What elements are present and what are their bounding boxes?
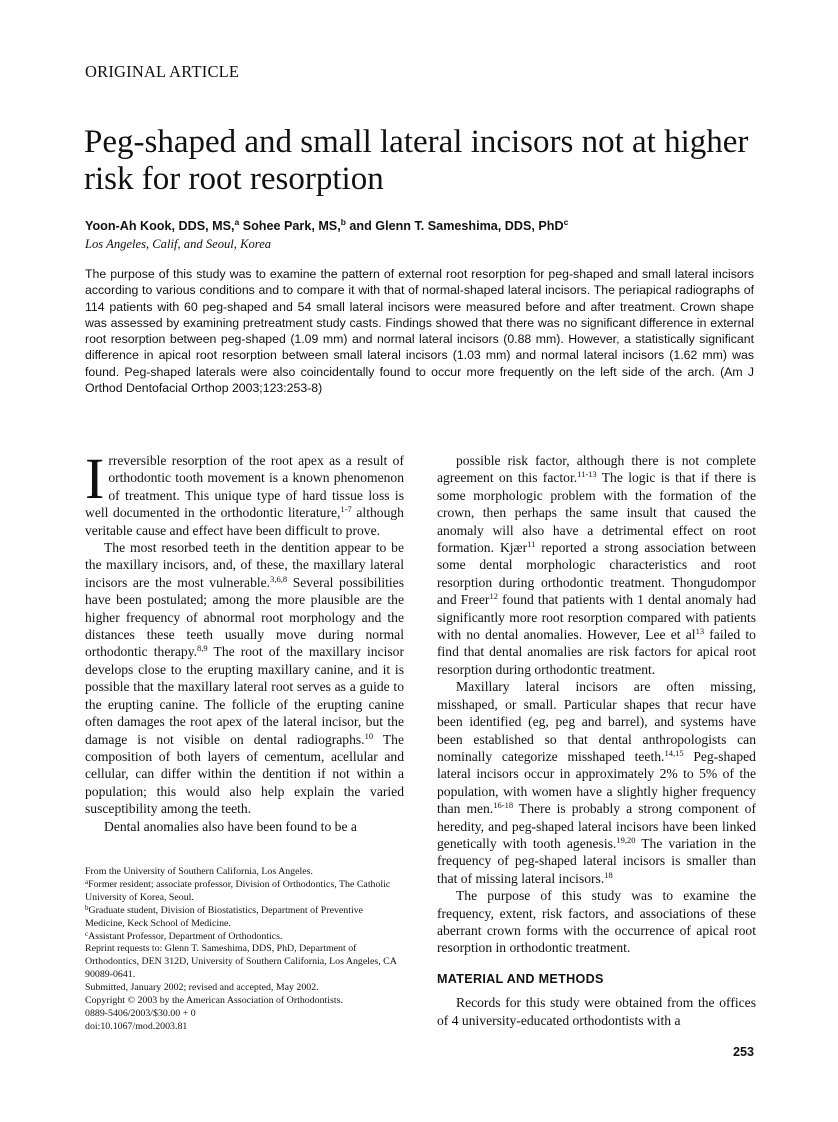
text-run: possible risk factor, although there is not complete agreement on this factor.	[437, 453, 756, 486]
author-name: and Glenn T. Sameshima, DDS, PhD	[345, 219, 564, 233]
reference-superscript: 18	[604, 869, 613, 880]
paragraph	[85, 539, 404, 818]
text-run: Several possibilities have been postulated; among the more plausible are the higher frequency of abnormal root morphology and the distances these teeth usually move during normal orthodontic therapy.	[85, 574, 405, 660]
text-run: 0889-5406/2003/$30.00 + 0	[85, 1007, 196, 1019]
text-run: Copyright © 2003 by the American Association of Orthodontists.	[85, 995, 343, 1007]
text-run: From the University of Southern California, Los Angeles.	[85, 866, 313, 877]
right-column	[437, 452, 756, 1029]
left-body	[85, 446, 405, 835]
reference-superscript: 11-13	[577, 469, 597, 480]
text-run: The most resorbed teeth in the dentition appear to be the maxillary incisors, and, of these, the maxillary lateral incisors are the most vulnerable.	[85, 540, 404, 590]
text-run: Records for this study were obtained from the offices of 4 university-educated orthodontists with a	[437, 995, 756, 1028]
reference-superscript: 8,9	[197, 643, 208, 654]
reference-superscript: a	[85, 877, 89, 886]
section-heading: MATERIAL AND METHODS	[437, 971, 604, 986]
text-run: although veritable cause and effect have been difficult to prove.	[85, 505, 404, 538]
text-run: rreversible resorption of the root apex as a result of orthodontic tooth movement is a known phenomenon of treatment. This unique type of hard tissue loss is well documented in the orthodontic literature,	[85, 453, 404, 521]
paragraph	[437, 678, 756, 887]
author-affiliation-mark: b	[340, 217, 346, 227]
footnotes	[85, 866, 405, 1034]
text-run: The variation in the frequency of peg-shaped lateral incisors is smaller than that of missing lateral incisors.	[437, 835, 757, 886]
reference-superscript: 3,6,8	[270, 573, 288, 584]
footnote	[85, 866, 405, 879]
section-label: ORIGINAL ARTICLE	[85, 62, 240, 81]
footnote	[85, 995, 405, 1008]
text-run: Former resident; associate professor, Division of Orthodontics, The Catholic University of Korea, Seoul.	[85, 878, 391, 903]
author-location: Los Angeles, Calif, and Seoul, Korea	[85, 237, 272, 251]
author-affiliation-mark: a	[234, 217, 240, 227]
author-list	[85, 219, 568, 233]
text-run: The composition of both layers of cementum, acellular and cellular, can differ within the dentition if not within a population; this would also help explain the varied susceptibility among the teeth.	[85, 731, 404, 817]
reference-superscript: 12	[489, 591, 498, 602]
footnote	[85, 943, 405, 982]
text-run: There is probably a strong component of heredity, and peg-shaped lateral incisors have been linked genetically with tooth agenesis.	[437, 801, 757, 851]
author-name: Sohee Park, MS,	[239, 219, 341, 233]
text-run: reported a strong association between some dental morphologic characteristics and root resorption during orthodontic treatment. Thongudompor and Freer	[437, 540, 756, 608]
footnote	[85, 931, 405, 944]
reference-superscript: 11	[527, 539, 536, 550]
article-title: Peg-shaped and small lateral incisors not at higher risk for root resorption	[84, 124, 749, 197]
reference-superscript: 14,15	[664, 747, 684, 758]
text-run: Submitted, January 2002; revised and accepted, May 2002.	[85, 982, 319, 994]
reference-superscript: 10	[364, 730, 374, 741]
text-run: Peg-shaped lateral incisors occur in approximately 2% to 5% of the population, with women have a slightly higher frequency than men.	[437, 748, 756, 817]
left-column	[85, 446, 405, 835]
footnote	[85, 982, 405, 995]
page-number: 253	[733, 1045, 755, 1059]
text-run: Reprint requests to: Glenn T. Sameshima, DDS, PhD, Department of Orthodontics, DEN 312D, University of Southern California, Los Angeles, CA 90089-0641.	[85, 943, 397, 981]
text-run: Graduate student, Division of Biostatistics, Department of Preventive Medicine, Keck School of Medicine.	[85, 904, 364, 929]
author-name: Yoon-Ah Kook, DDS, MS,	[85, 219, 235, 233]
text-run: doi:10.1067/mod.2003.81	[85, 1020, 188, 1032]
paragraph	[85, 818, 404, 835]
reference-superscript: 1-7	[340, 504, 352, 515]
text-run: Assistant Professor, Department of Orthodontics.	[88, 930, 283, 942]
paragraph	[437, 452, 756, 678]
drop-cap: I	[85, 446, 105, 511]
paragraph	[437, 887, 756, 957]
text-run: Dental anomalies also have been found to be a	[104, 818, 357, 834]
paragraph	[85, 446, 404, 539]
text-run: The logic is that if there is some morphologic problem with the formation of the crown, then perhaps the same insult that caused the anomaly will also have a detrimental effect on root formation. Kjær	[437, 470, 756, 556]
footnote	[85, 905, 405, 931]
footnote	[85, 879, 405, 905]
text-run: The root of the maxillary incisor develops close to the erupting maxillary canine, and it is possible that the maxillary lateral root serves as a guide to the erupting canine. The follicle of the erupting canine often damages the root apex of the lateral incisor, but the damage is not visible on dental radiographs.	[85, 644, 404, 747]
reference-superscript: 16-18	[493, 800, 514, 811]
text-run: found that patients with 1 dental anomaly had significantly more root resorption compared with patients with no dental anomalies. However, Lee et al	[437, 592, 756, 643]
reference-superscript: b	[85, 903, 89, 912]
text-run: failed to find that dental anomalies are risk factors for apical root resorption during orthodontic treatment.	[437, 627, 756, 677]
reference-superscript: c	[85, 929, 89, 938]
reference-superscript: 19,20	[616, 834, 636, 845]
paragraph	[437, 994, 756, 1029]
footnote	[85, 1021, 405, 1034]
methods-body	[437, 994, 756, 1029]
abstract: The purpose of this study was to examine the pattern of external root resorption for peg-shaped and small lateral incisors according to various conditions and to compare it with that of normal-shaped lateral incisors. The periapical radiographs of 114 patients with 60 peg-shaped and 54 small lateral incisors were measured before and after treatment. Crown shape was assessed by examining pretreatment study casts. Findings showed that there was no significant difference in external root resorption between peg-shaped (1.09 mm) and normal lateral incisors (0.88 mm). However, a statistically significant difference in apical root resorption between small lateral incisors (1.03 mm) and normal lateral incisors (1.62 mm) was found. Peg-shaped laterals were also coincidentally found to occur more frequently on the left side of the arch. (Am J Orthod Dentofacial Orthop 2003;123:253-8)	[85, 267, 754, 395]
footnote	[85, 1008, 405, 1021]
author-affiliation-mark: c	[563, 217, 569, 227]
text-run: The purpose of this study was to examine the frequency, extent, risk factors, and associations of these aberrant crown forms with the occurrence of apical root resorption in orthodontic treatment.	[437, 888, 756, 956]
text-run: Maxillary lateral incisors are often missing, misshaped, or small. Particular shapes that recur have been identified (eg, peg and barrel), and systems have been established so that dental anthropologists can nominally categorize misshaped teeth.	[437, 679, 756, 764]
reference-superscript: 13	[695, 626, 705, 637]
right-body	[437, 452, 756, 957]
